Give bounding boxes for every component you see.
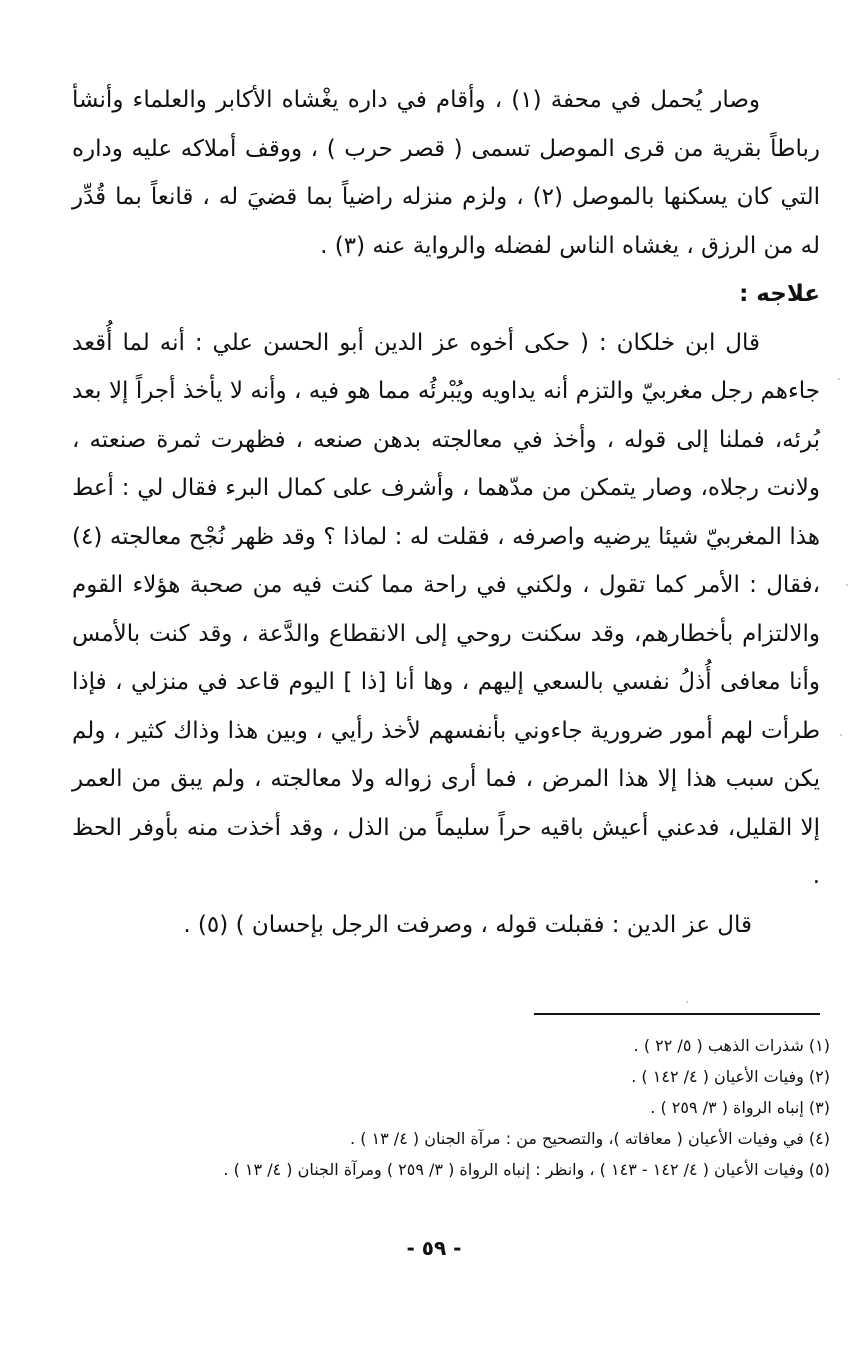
footnote-item: (٥) وفيات الأعيان ( ٤/ ١٤٢ - ١٤٣ ) ، وانظر : إنباه الرواة ( ٣/ ٢٥٩ ) ومرآة الجنان ( ٤/ ١٣ ) .: [223, 1160, 830, 1179]
paragraph-ibn-khallikan-account: قال ابن خلكان : ( حكى أخوه عز الدين أبو الحسن علي : أنه لما أُقعد جاءهم رجل مغربيّ والتزم أنه يداويه ويُبْرئُه مما هو فيه ، وأنه لا يأخذ أجراً إلا بعد بُرئه، فملنا إلى قوله ، وأخذ في معالجته بدهن صنعه ، فظهرت ثمرة صنعته ، ولانت رجلاه، وصار يتمكن من مدّهما ، وأشرف على كمال البرء فقال لي : أعط هذا المغربيّ شيئا يرضيه واصرفه ، فقلت له : لماذا ؟ وقد ظهر نُجْح معالجته (٤) ،فقال : الأمر كما تقول ، ولكني في راحة مما كنت فيه من صحبة هؤلاء القوم والالتزام بأخطارهم، وقد سكنت روحي إلى الانقطاع والدَّعة ، وقد كنت بالأمس وأنا معافى أُذلُ نفسي بالسعي إليهم ، وها أنا [ذا ] اليوم قاعد في منزلي ، فإذا طرأت لهم أمور ضرورية جاءوني بأنفسهم لأخذ رأيي ، وبين هذا وذاك كثير ، ولم يكن سبب هذا إلا هذا المرض ، فما أرى زواله ولا معالجته ، ولم يبق من العمر إلا القليل، فدعني أعيش باقيه حراً سليماً من الذل ، وقد أخذت منه بأوفر الحظ .: [72, 329, 820, 889]
footnote-item: (٤) في وفيات الأعيان ( معافاته )، والتصحيح من : مرآة الجنان ( ٤/ ١٣ ) .: [350, 1129, 830, 1148]
footnote-item: (١) شذرات الذهب ( ٥/ ٢٢ ) .: [633, 1036, 830, 1055]
footnote-item: (٢) وفيات الأعيان ( ٤/ ١٤٢ ) .: [631, 1067, 830, 1086]
main-text-block: [72, 76, 820, 949]
scan-speck: [686, 1001, 688, 1003]
scan-speck: [838, 378, 840, 380]
page-number: - ٥٩ -: [406, 1236, 462, 1260]
section-heading-treatment: علاجه :: [739, 281, 820, 307]
footnote-item: (٣) إنباه الرواة ( ٣/ ٢٥٩ ) .: [650, 1098, 830, 1117]
scan-speck: [846, 584, 848, 586]
paragraph-izz-al-din-conclusion: قال عز الدين : فقبلت قوله ، وصرفت الرجل بإحسان ) (٥) .: [183, 911, 752, 938]
footnotes-block: [72, 1030, 830, 1185]
paragraph-biography: وصار يُحمل في محفة (١) ، وأقام في داره يغْشاه الأكابر والعلماء وأنشأ رباطاً بقرية من قرى الموصل تسمى ( قصر حرب ) ، ووقف أملاكه عليه وداره التي كان يسكنها بالموصل (٢) ، ولزم منزله راضياً بما قضيَ له ، قانعاً بما قُدِّر له من الرزق ، يغشاه الناس لفضله والرواية عنه (٣) .: [72, 87, 820, 259]
footnote-separator: [534, 1013, 820, 1015]
scan-speck: [840, 734, 842, 736]
